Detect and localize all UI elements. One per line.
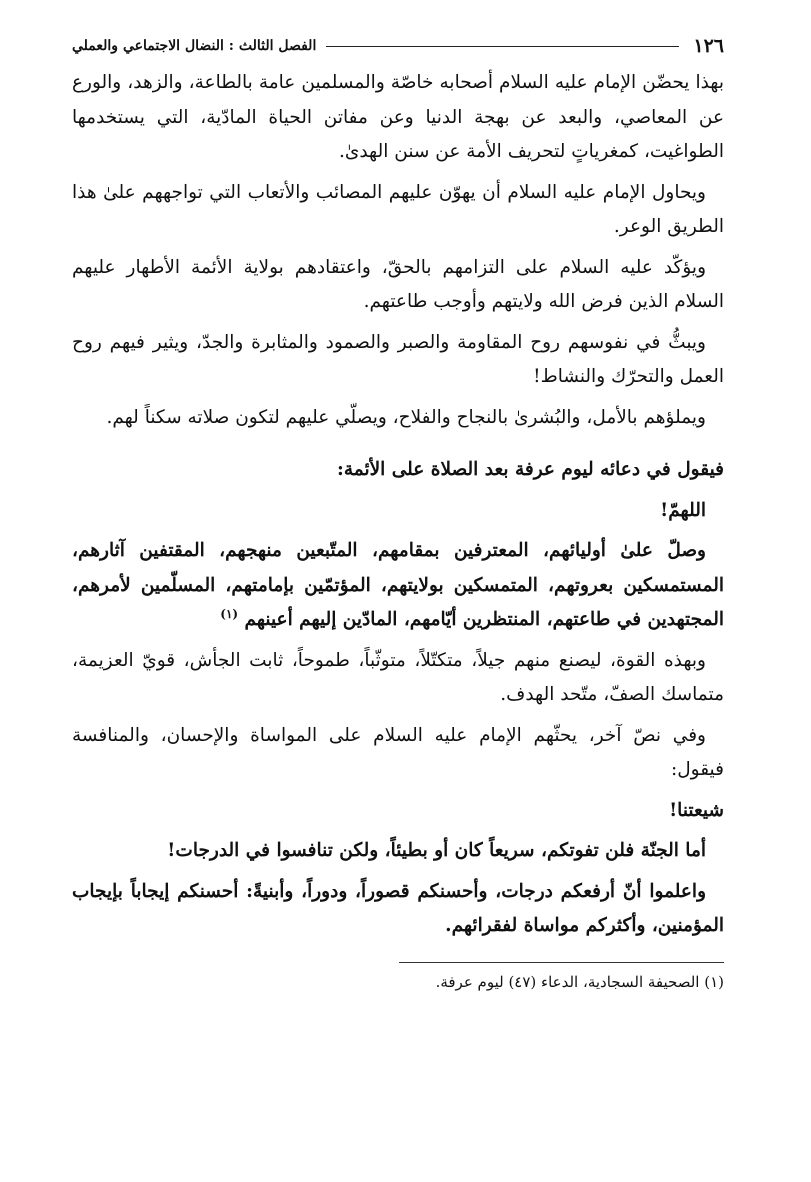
quote-opening: اللهمّ! (660, 499, 706, 521)
page-body (72, 66, 724, 944)
page-number: ١٢٦ (693, 35, 724, 57)
paragraph-7: وفي نصّ آخر، يحثّهم الإمام عليه السلام على المواساة والإحسان، والمنافسة فيقول: (72, 724, 724, 780)
footnote-reference: (١) (220, 606, 239, 621)
quote2-opening: شيعتنا! (669, 799, 724, 821)
quote2-line-2: واعلموا أنّ أرفعكم درجات، وأحسنكم قصوراً، ودوراً، وأبنيةً: أحسنكم إيجاباً بإيجاب المؤمنين، وأكثركم مواساة لفقرائهم. (72, 880, 724, 936)
quote-body-text: وصلّ علىٰ أوليائهم، المعترفين بمقامهم، المتّبعين منهجهم، المقتفين آثارهم، المستمسكين بعروتهم، المتمسكين بولايتهم، المؤتمّين بإمامتهم، المسلّمين لأمرهم، المجتهدين في طاعتهم، المنتظرين أيّامهم، المادّين إليهم أعينهم (72, 540, 724, 630)
footnote: (١) الصحيفة السجادية، الدعاء (٤٧) ليوم عرفة. (435, 972, 724, 991)
paragraph-3: ويؤكّد عليه السلام على التزامهم بالحقّ، واعتقادهم بولاية الأئمة الأطهار عليهم السلام الذين فرض الله ولايتهم وأوجب طاعتهم. (72, 256, 724, 312)
paragraph-4: ويبثُّ في نفوسهم روح المقاومة والصبر والصمود والمثابرة والجدّ، ويثير فيهم روح العمل والتحرّك والنشاط! (72, 331, 724, 387)
page (72, 30, 724, 991)
paragraph-6: وبهذه القوة، ليصنع منهم جيلاً، متكتّلاً، متوثّباً، طموحاً، ثابت الجأش، قويّ العزيمة، متماسك الصفّ، متّحد الهدف. (72, 649, 724, 705)
chapter-title: الفصل الثالث : النضال الاجتماعي والعملي (72, 38, 317, 54)
quote-body (72, 534, 724, 638)
header-rule (326, 46, 679, 47)
footnote-rule (399, 962, 724, 963)
quote-intro: فيقول في دعائه ليوم عرفة بعد الصلاة على الأئمة: (337, 459, 724, 480)
paragraph-2: ويحاول الإمام عليه السلام أن يهوّن عليهم المصائب والأتعاب التي تواجههم علىٰ هذا الطريق الوعر. (72, 181, 724, 237)
paragraph-1: بهذا يحضّن الإمام عليه السلام أصحابه خاصّة والمسلمين عامة بالطاعة، والزهد، والورع عن المعاصي، والبعد عن بهجة الدنيا وعن مفاتن الحياة المادّية، التي يستخدمها الطواغيت، كمغرياتٍ لتحريف الأمة عن سنن الهدىٰ. (72, 72, 724, 162)
page-header (72, 30, 724, 62)
paragraph-5: ويملؤهم بالأمل، والبُشرىٰ بالنجاح والفلاح، ويصلّي عليهم لتكون صلاته سكناً لهم. (106, 406, 706, 428)
quote2-line-1: أما الجنّة فلن تفوتكم، سريعاً كان أو بطيئاً، ولكن تنافسوا في الدرجات! (167, 840, 706, 861)
